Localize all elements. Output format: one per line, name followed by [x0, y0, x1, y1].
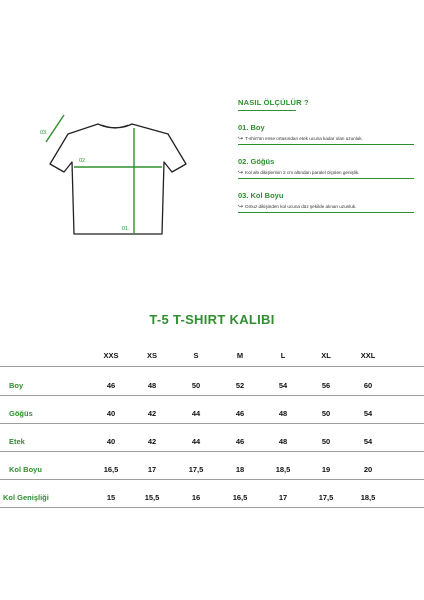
- section-title-kol-boyu: 03. Kol Boyu: [238, 191, 284, 200]
- table-cell: 19: [321, 465, 331, 474]
- size-header: XS: [146, 351, 157, 360]
- section-divider: [238, 144, 414, 145]
- table-cell: 48: [278, 437, 288, 446]
- section-desc-boy: [238, 136, 418, 141]
- table-cell: 46: [235, 437, 245, 446]
- size-header: L: [280, 351, 286, 360]
- section-desc-gogus: [238, 170, 418, 175]
- size-table-title: T-5 T-SHIRT KALIBI: [149, 312, 275, 327]
- table-cell: 56: [321, 381, 331, 390]
- table-cell: 17: [147, 465, 157, 474]
- table-row-divider: [0, 507, 424, 508]
- table-cell: 18: [235, 465, 245, 474]
- table-cell: 16,5: [232, 493, 248, 502]
- table-cell: 46: [106, 381, 116, 390]
- table-cell: 50: [191, 381, 201, 390]
- row-label: Boy: [9, 381, 24, 390]
- size-header: S: [193, 351, 199, 360]
- section-title-boy: 01. Boy: [238, 123, 265, 132]
- table-row-divider: [0, 366, 424, 367]
- table-cell: 17: [278, 493, 288, 502]
- section-title-gogus: 02. Göğüs: [238, 157, 275, 166]
- table-cell: 17,5: [188, 465, 204, 474]
- table-cell: 44: [191, 409, 201, 418]
- section-desc-text: Kol altı dikişlerinin 2 cm altından paralel ölçülen genişlik.: [245, 170, 360, 175]
- row-label: Göğüs: [9, 409, 33, 418]
- table-cell: 48: [147, 381, 157, 390]
- table-cell: 54: [363, 409, 373, 418]
- table-cell: 17,5: [318, 493, 334, 502]
- section-desc-text: Omuz dikişinden kol ucuna düz şekilde alınan uzunluk.: [245, 204, 357, 209]
- table-cell: 15: [106, 493, 116, 502]
- sleeve-length-line: [46, 115, 64, 142]
- table-cell: 48: [278, 409, 288, 418]
- table-cell: 15,5: [144, 493, 160, 502]
- label-02: 02.: [79, 158, 87, 164]
- table-row-divider: [0, 451, 424, 452]
- table-cell: 50: [321, 437, 331, 446]
- table-cell: 54: [278, 381, 288, 390]
- tshirt-measurement-diagram: [38, 112, 198, 242]
- table-cell: 50: [321, 409, 331, 418]
- table-row-divider: [0, 395, 424, 396]
- tshirt-shape: [50, 124, 186, 234]
- row-label: Kol Boyu: [9, 465, 42, 474]
- label-03: 03.: [40, 130, 48, 136]
- table-cell: 46: [235, 409, 245, 418]
- size-header: M: [236, 351, 244, 360]
- size-header: XXS: [103, 351, 119, 360]
- arrow-right-icon: ↪: [238, 135, 244, 142]
- guide-title: NASIL ÖLÇÜLÜR ?: [238, 98, 309, 107]
- section-divider: [238, 178, 414, 179]
- table-cell: 52: [235, 381, 245, 390]
- table-cell: 18,5: [360, 493, 376, 502]
- size-header: XXL: [360, 351, 376, 360]
- section-divider: [238, 212, 414, 213]
- table-cell: 54: [363, 437, 373, 446]
- table-row-divider: [0, 423, 424, 424]
- tshirt-outline-icon: [38, 112, 198, 242]
- table-cell: 18,5: [275, 465, 291, 474]
- arrow-right-icon: ↪: [238, 169, 244, 176]
- row-label: Etek: [9, 437, 25, 446]
- section-desc-kol-boyu: [238, 204, 418, 209]
- table-cell: 20: [363, 465, 373, 474]
- table-cell: 16,5: [103, 465, 119, 474]
- table-cell: 60: [363, 381, 373, 390]
- section-desc-text: T-shirt'ün ense ortasından etek ucuna kadar olan uzunluk.: [245, 136, 363, 141]
- table-row-divider: [0, 479, 424, 480]
- table-cell: 40: [106, 409, 116, 418]
- table-cell: 42: [147, 409, 157, 418]
- arrow-right-icon: ↪: [238, 203, 244, 210]
- table-cell: 16: [191, 493, 201, 502]
- table-cell: 42: [147, 437, 157, 446]
- table-cell: 44: [191, 437, 201, 446]
- table-cell: 40: [106, 437, 116, 446]
- measurement-guide: [238, 98, 418, 213]
- guide-title-underline: [238, 110, 296, 111]
- row-label: Kol Genişliği: [3, 493, 49, 502]
- size-header: XL: [321, 351, 331, 360]
- label-01: 01.: [122, 226, 130, 232]
